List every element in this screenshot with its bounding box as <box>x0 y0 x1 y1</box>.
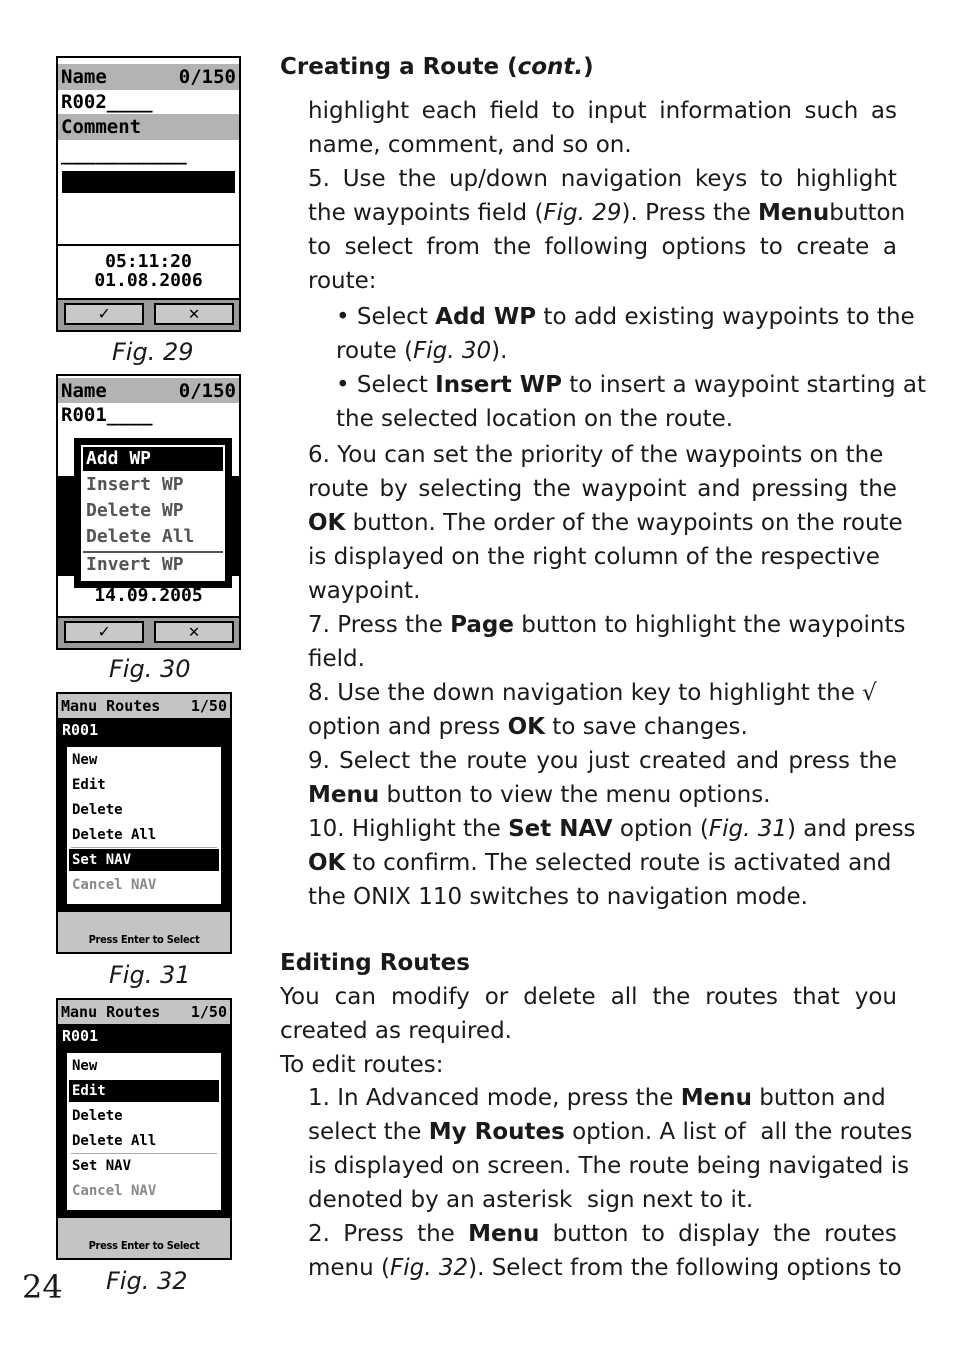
time-readout: 05:11:20 <box>105 251 192 272</box>
text-line: route by selecting the waypoint and pressing the <box>308 476 897 502</box>
menu-item-new[interactable]: New <box>72 1058 98 1074</box>
text-line: 5. Use the up/down navigation keys to highlight <box>308 166 897 192</box>
name-field: R002____ <box>58 90 239 114</box>
name-row <box>58 64 239 90</box>
text-line: field. <box>308 646 365 672</box>
menu-divider <box>71 847 217 848</box>
text-line: option and press OK to save changes. <box>308 714 748 740</box>
menu-item-insert-wp[interactable]: Insert WP <box>86 474 184 495</box>
close-icon: ✕ <box>188 621 200 642</box>
figure-32-screen <box>56 998 232 1260</box>
menu-item-add-wp[interactable]: Add WP <box>83 447 223 471</box>
menu-item-delete-all[interactable]: Delete All <box>72 827 157 843</box>
text-line: the ONIX 110 switches to navigation mode. <box>308 884 808 910</box>
menu-item-delete-all[interactable]: Delete All <box>72 1133 157 1149</box>
waypoints-field-highlight <box>62 171 235 193</box>
menu-item-edit[interactable]: Edit <box>72 777 106 793</box>
text-line: 2. Press the Menu button to display the routes <box>308 1221 897 1247</box>
menu-item-delete-all[interactable]: Delete All <box>86 526 195 547</box>
route-count: 1/50 <box>190 1003 227 1021</box>
menu-header <box>58 694 230 718</box>
route-menu <box>67 747 221 904</box>
ok-button[interactable] <box>64 621 144 643</box>
text-line: to select from the following options to create a <box>308 234 897 260</box>
cancel-button[interactable] <box>154 303 234 325</box>
text-line: highlight each field to input information such as <box>308 98 897 124</box>
route-menu <box>67 1053 221 1210</box>
menu-header <box>58 1000 230 1024</box>
name-row <box>58 378 239 404</box>
route-name: R001 <box>58 718 230 742</box>
menu-item-cancel-nav[interactable]: Cancel NAV <box>72 1183 157 1199</box>
char-count: 0/150 <box>178 66 236 88</box>
section-heading-editing-routes: Editing Routes <box>280 950 470 976</box>
text-line: is displayed on screen. The route being navigated is <box>308 1153 910 1179</box>
text-line: waypoint. <box>308 578 421 604</box>
comment-row <box>58 114 239 140</box>
figure-30-screen <box>56 374 241 650</box>
text-line: • Select Insert WP to insert a waypoint starting at <box>336 372 926 398</box>
menu-divider <box>71 1153 217 1154</box>
name-field: R001____ <box>58 403 239 427</box>
cancel-button[interactable] <box>154 621 234 643</box>
text-line: 7. Press the Page button to highlight the waypoints <box>308 612 906 638</box>
creating-route-steps <box>308 94 906 298</box>
char-count: 0/150 <box>178 380 236 402</box>
menu-item-cancel-nav[interactable]: Cancel NAV <box>72 877 157 893</box>
menu-item-delete[interactable]: Delete <box>72 1108 123 1124</box>
close-icon: ✕ <box>188 303 200 324</box>
comment-field: ___________ <box>58 142 239 166</box>
softkey-row <box>58 298 239 330</box>
route-count: 1/50 <box>190 697 227 715</box>
figure-31-caption: Fig. 31 <box>109 961 191 989</box>
divider <box>58 244 239 246</box>
route-name: R001 <box>58 1024 230 1048</box>
menu-title: Manu Routes <box>61 697 161 715</box>
figure-30-caption: Fig. 30 <box>109 655 191 683</box>
softkey-row <box>58 616 239 648</box>
text-line: 8. Use the down navigation key to highlight the √ <box>308 680 877 706</box>
name-label: Name <box>61 380 107 402</box>
section-heading-creating-route: Creating a Route (cont.) <box>280 54 594 80</box>
figure-32-caption: Fig. 32 <box>106 1267 188 1295</box>
ok-button[interactable] <box>64 303 144 325</box>
figure-31-screen <box>56 692 232 954</box>
check-icon: ✓ <box>98 303 110 324</box>
creating-route-steps-continued <box>308 438 916 914</box>
text-line: the selected location on the route. <box>336 406 734 432</box>
figure-29-caption: Fig. 29 <box>112 338 194 366</box>
editing-routes-steps <box>308 1081 913 1285</box>
waypoint-options-menu <box>74 438 232 588</box>
text-line: route (Fig. 30). <box>336 338 508 364</box>
text-line: 10. Highlight the Set NAV option (Fig. 31) and press <box>308 816 916 842</box>
menu-footer: Press Enter to Select <box>58 912 230 952</box>
menu-item-delete[interactable]: Delete <box>72 802 123 818</box>
text-line: select the My Routes option. A list of all the routes <box>308 1119 913 1145</box>
text-line: denoted by an asterisk sign next to it. <box>308 1187 754 1213</box>
date-readout: 14.09.2005 <box>94 585 203 606</box>
menu-item-edit[interactable]: Edit <box>69 1080 219 1102</box>
date-readout: 01.08.2006 <box>94 270 203 291</box>
figure-29-screen <box>56 56 241 332</box>
text-line: 1. In Advanced mode, press the Menu button and <box>308 1085 886 1111</box>
text-line: is displayed on the right column of the respective <box>308 544 880 570</box>
menu-item-delete-wp[interactable]: Delete WP <box>86 500 184 521</box>
name-label: Name <box>61 66 107 88</box>
text-line: Menu button to view the menu options. <box>308 782 771 808</box>
menu-item-set-nav[interactable]: Set NAV <box>69 849 219 871</box>
comment-label: Comment <box>61 116 142 138</box>
text-line: route: <box>308 268 377 294</box>
menu-item-new[interactable]: New <box>72 752 98 768</box>
text-line: 9. Select the route you just created and press the <box>308 748 897 774</box>
route-option-bullets <box>336 300 926 436</box>
text-line: OK to confirm. The selected route is activated and <box>308 850 892 876</box>
text-line: menu (Fig. 32). Select from the following options to <box>308 1255 902 1281</box>
text-line: To edit routes: <box>280 1052 444 1078</box>
text-line: created as required. <box>280 1018 512 1044</box>
menu-title: Manu Routes <box>61 1003 161 1021</box>
menu-item-invert-wp[interactable]: Invert WP <box>86 554 184 575</box>
text-line: • Select Add WP to add existing waypoints to the <box>336 304 915 330</box>
menu-footer: Press Enter to Select <box>58 1218 230 1258</box>
menu-frame <box>58 1048 230 1218</box>
editing-routes-intro <box>280 980 897 1082</box>
text-line: You can modify or delete all the routes that you <box>280 984 897 1010</box>
check-icon: ✓ <box>98 621 110 642</box>
menu-frame <box>58 742 230 912</box>
menu-item-set-nav[interactable]: Set NAV <box>72 1158 132 1174</box>
page-number: 24 <box>22 1268 63 1306</box>
text-line: OK button. The order of the waypoints on the route <box>308 510 903 536</box>
text-line: name, comment, and so on. <box>308 132 632 158</box>
text-line: 6. You can set the priority of the waypoints on the <box>308 442 884 468</box>
text-line: the waypoints field (Fig. 29). Press the Menu button <box>308 200 906 226</box>
